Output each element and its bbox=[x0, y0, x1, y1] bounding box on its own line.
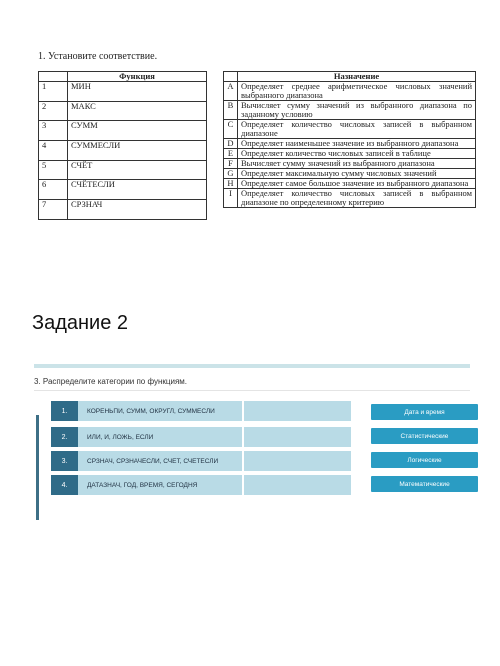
description-text: Определяет самое большое значение из выбранного диапазона bbox=[238, 179, 476, 189]
category-tile-datetime[interactable]: Дата и время bbox=[371, 404, 478, 420]
description-letter: G bbox=[224, 169, 238, 179]
function-num: 2 bbox=[39, 101, 68, 121]
description-text: Определяет количество числовых записей в выбранном диапазоне по определенному критерию bbox=[238, 189, 476, 208]
task2-heading: Задание 2 bbox=[32, 312, 129, 334]
row-functions: КОРЕНЬПИ, СУММ, ОКРУГЛ, СУММЕСЛИ bbox=[87, 407, 215, 415]
function-name: СУММ bbox=[68, 121, 207, 141]
descriptions-header-letter bbox=[224, 72, 238, 82]
description-text: Определяет среднее арифметическое числовых значений выбранного диапазона bbox=[238, 82, 476, 101]
function-row bbox=[39, 180, 207, 200]
function-row bbox=[39, 160, 207, 180]
description-letter: H bbox=[224, 179, 238, 189]
function-num: 7 bbox=[39, 200, 68, 220]
functions-header-num bbox=[39, 72, 68, 82]
category-tile-math[interactable]: Математические bbox=[371, 476, 478, 492]
function-num: 5 bbox=[39, 160, 68, 180]
description-letter: B bbox=[224, 101, 238, 120]
description-text: Определяет наименьшее значение из выбранного диапазона bbox=[238, 139, 476, 149]
functions-table bbox=[38, 71, 207, 220]
quiz-question: 3. Распределите категории по функциям. bbox=[34, 377, 187, 386]
function-name: СУММЕСЛИ bbox=[68, 141, 207, 161]
function-num: 1 bbox=[39, 82, 68, 102]
function-group-row bbox=[51, 475, 242, 495]
description-row bbox=[224, 82, 476, 101]
description-letter: A bbox=[224, 82, 238, 101]
function-name: СРЗНАЧ bbox=[68, 200, 207, 220]
descriptions-header: Назначение bbox=[238, 72, 476, 82]
description-text: Определяет максимальную сумму числовых значений bbox=[238, 169, 476, 179]
row-functions: СРЗНАЧ, СРЗНАЧЕСЛИ, СЧЕТ, СЧЕТЕСЛИ bbox=[87, 457, 219, 465]
description-text: Вычисляет сумму значений из выбранного диапазона bbox=[238, 159, 476, 169]
function-row bbox=[39, 82, 207, 102]
drop-slot[interactable] bbox=[244, 451, 351, 471]
description-row bbox=[224, 149, 476, 159]
description-text: Определяет количество числовых записей в выбранном диапазоне bbox=[238, 120, 476, 139]
divider bbox=[34, 390, 470, 391]
function-name: МИН bbox=[68, 82, 207, 102]
quiz-progress-bar bbox=[34, 364, 470, 368]
row-number: 2. bbox=[51, 427, 78, 447]
function-name: МАКС bbox=[68, 101, 207, 121]
function-row bbox=[39, 101, 207, 121]
row-number: 4. bbox=[51, 475, 78, 495]
description-letter: D bbox=[224, 139, 238, 149]
description-row bbox=[224, 179, 476, 189]
description-letter: I bbox=[224, 189, 238, 208]
function-row bbox=[39, 200, 207, 220]
category-tile-statistical[interactable]: Статистические bbox=[371, 428, 478, 444]
description-row bbox=[224, 101, 476, 120]
function-row bbox=[39, 121, 207, 141]
drop-slot[interactable] bbox=[244, 401, 351, 421]
function-num: 3 bbox=[39, 121, 68, 141]
descriptions-table bbox=[223, 71, 476, 208]
description-row bbox=[224, 169, 476, 179]
row-functions: ИЛИ, И, ЛОЖЬ, ЕСЛИ bbox=[87, 433, 154, 441]
function-group-row bbox=[51, 451, 242, 471]
description-row bbox=[224, 139, 476, 149]
row-functions: ДАТАЗНАЧ, ГОД, ВРЕМЯ, СЕГОДНЯ bbox=[87, 481, 198, 489]
function-row bbox=[39, 141, 207, 161]
description-text: Вычисляет сумму значений из выбранного диапазона по заданному условию bbox=[238, 101, 476, 120]
category-tile-logical[interactable]: Логические bbox=[371, 452, 478, 468]
function-group-row bbox=[51, 401, 242, 421]
description-row bbox=[224, 159, 476, 169]
task1-title: 1. Установите соответствие. bbox=[38, 51, 158, 62]
left-accent-bar bbox=[36, 415, 39, 520]
function-group-row bbox=[51, 427, 242, 447]
function-num: 6 bbox=[39, 180, 68, 200]
function-name: СЧЁТ bbox=[68, 160, 207, 180]
description-letter: F bbox=[224, 159, 238, 169]
function-name: СЧЁТЕСЛИ bbox=[68, 180, 207, 200]
description-row bbox=[224, 189, 476, 208]
functions-header: Функция bbox=[68, 72, 207, 82]
description-letter: E bbox=[224, 149, 238, 159]
row-number: 3. bbox=[51, 451, 78, 471]
row-number: 1. bbox=[51, 401, 78, 421]
drop-slot[interactable] bbox=[244, 427, 351, 447]
function-num: 4 bbox=[39, 141, 68, 161]
description-text: Определяет количество числовых записей в таблице bbox=[238, 149, 476, 159]
description-row bbox=[224, 120, 476, 139]
drop-slot[interactable] bbox=[244, 475, 351, 495]
description-letter: C bbox=[224, 120, 238, 139]
